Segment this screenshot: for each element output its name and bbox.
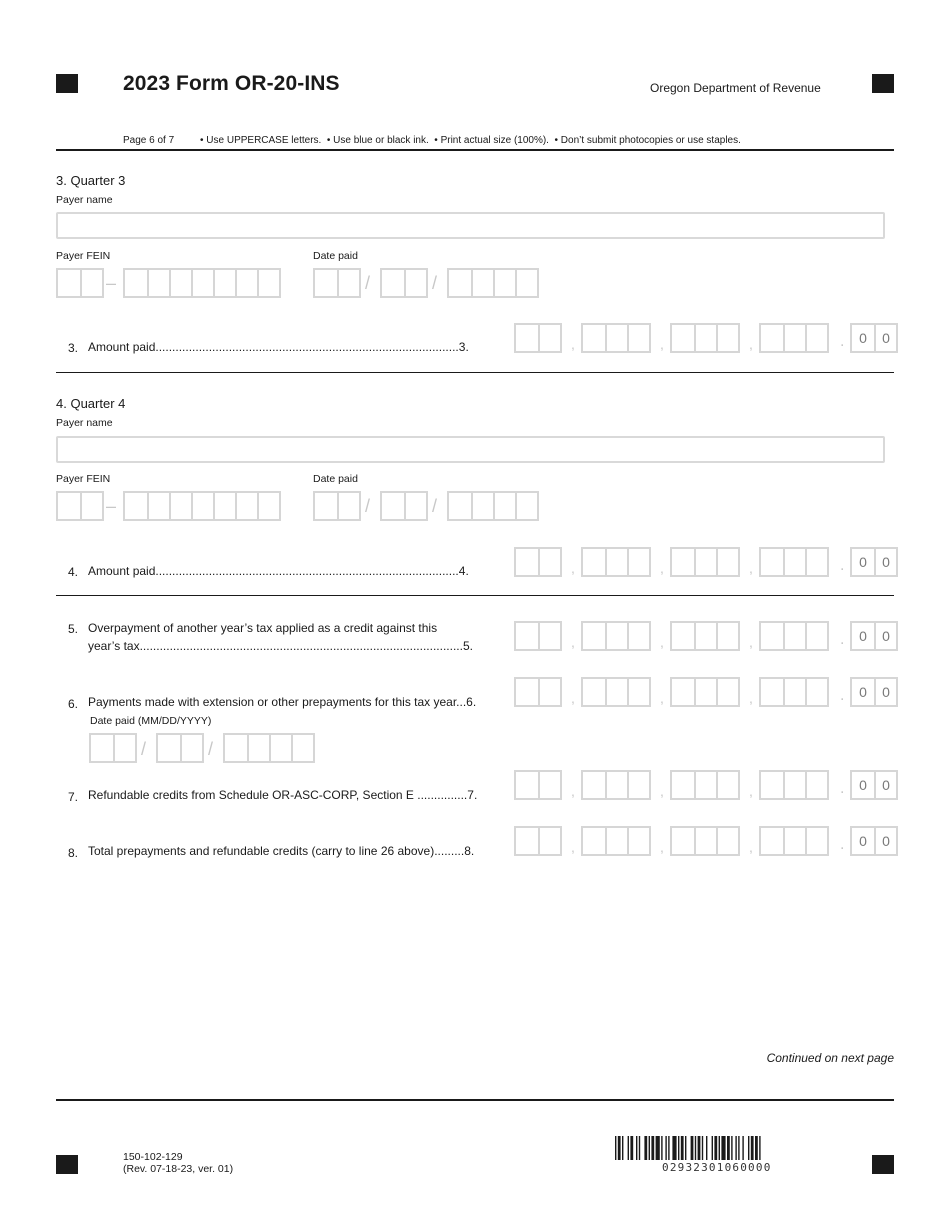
cents-digit: 0 <box>859 777 867 793</box>
amount-digit-group[interactable] <box>759 677 829 707</box>
thousands-separator: , <box>660 839 664 855</box>
amount-digit-group[interactable] <box>670 323 740 353</box>
line6-date-slash-1: / <box>141 739 147 759</box>
amount-digit-group[interactable] <box>581 826 651 856</box>
barcode-bar <box>712 1136 713 1160</box>
decimal-point: . <box>840 687 845 704</box>
cents-digit: 0 <box>859 833 867 849</box>
amount-digit-group[interactable] <box>670 621 740 651</box>
thousands-separator: , <box>749 839 753 855</box>
line7-number: 7. <box>68 790 79 804</box>
barcode-bar <box>721 1136 725 1160</box>
form-title: 2023 Form OR-20-INS <box>123 72 340 95</box>
thousands-separator: , <box>749 783 753 799</box>
amount-digit-group[interactable] <box>581 677 651 707</box>
quarter4-fein-suffix[interactable] <box>123 491 281 521</box>
quarter3-fein-dash: – <box>106 273 117 293</box>
barcode-bar <box>727 1136 730 1160</box>
amount-digit-group[interactable] <box>670 677 740 707</box>
quarter4-date-month[interactable] <box>313 491 361 521</box>
quarter3-date-year[interactable] <box>447 268 539 298</box>
amount-digit-group[interactable] <box>759 547 829 577</box>
line5-number: 5. <box>68 622 79 636</box>
barcode-bar <box>755 1136 758 1160</box>
amount-digit-group[interactable] <box>514 323 562 353</box>
barcode-bar <box>731 1136 732 1160</box>
cents-digit: 0 <box>874 772 896 798</box>
line8-number: 8. <box>68 846 79 860</box>
line8-text: Total prepayments and refundable credits (carry to line 26 above).........8. <box>88 844 475 858</box>
quarter4-date-day[interactable] <box>380 491 428 521</box>
cents-field[interactable] <box>850 323 898 353</box>
registration-mark-bottom-right <box>872 1155 894 1174</box>
barcode-bar <box>742 1136 743 1160</box>
header-divider <box>56 149 894 151</box>
instructions: • Use UPPERCASE letters. • Use blue or black ink. • Print actual size (100%). • Don’t submit photocopies or use staples. <box>200 135 741 146</box>
quarter4-payer-name-label: Payer name <box>56 417 113 429</box>
thousands-separator: , <box>571 839 575 855</box>
line6-date-day[interactable] <box>156 733 204 763</box>
barcode-bar <box>636 1136 637 1160</box>
quarter3-fein-prefix[interactable] <box>56 268 104 298</box>
amount-digit-group[interactable] <box>514 826 562 856</box>
cents-field[interactable] <box>850 547 898 577</box>
thousands-separator: , <box>660 336 664 352</box>
quarter3-date-paid-label: Date paid <box>313 250 358 262</box>
amount-digit-group[interactable] <box>581 547 651 577</box>
line6-date-month[interactable] <box>89 733 137 763</box>
line6-number: 6. <box>68 697 79 711</box>
quarter3-divider <box>56 372 894 373</box>
amount-digit-group[interactable] <box>670 770 740 800</box>
quarter3-date-slash-2: / <box>432 273 438 293</box>
barcode-bar <box>618 1136 621 1160</box>
continued-note: Continued on next page <box>766 1051 894 1065</box>
thousands-separator: , <box>660 634 664 650</box>
decimal-point: . <box>840 836 845 853</box>
cents-digit: 0 <box>859 684 867 700</box>
line7-text: Refundable credits from Schedule OR-ASC-CORP, Section E ...............7. <box>88 788 478 802</box>
amount-digit-group[interactable] <box>759 770 829 800</box>
barcode-bar <box>698 1136 701 1160</box>
barcode-bar <box>695 1136 696 1160</box>
quarter4-date-year[interactable] <box>447 491 539 521</box>
thousands-separator: , <box>749 560 753 576</box>
thousands-separator: , <box>571 690 575 706</box>
barcode-bar <box>685 1136 686 1160</box>
barcode-bar <box>665 1136 666 1160</box>
quarter4-fein-prefix[interactable] <box>56 491 104 521</box>
amount-digit-group[interactable] <box>581 621 651 651</box>
cents-digit: 0 <box>874 325 896 351</box>
thousands-separator: , <box>571 560 575 576</box>
quarter3-line-number: 3. <box>68 341 79 355</box>
cents-field[interactable] <box>850 677 898 707</box>
amount-digit-group[interactable] <box>670 547 740 577</box>
barcode-bar <box>628 1136 629 1160</box>
quarter4-date-slash-1: / <box>365 496 371 516</box>
quarter3-payer-name-label: Payer name <box>56 194 113 206</box>
barcode-bar <box>759 1136 760 1160</box>
amount-digit-group[interactable] <box>514 677 562 707</box>
decimal-point: . <box>840 780 845 797</box>
quarter3-date-month[interactable] <box>313 268 361 298</box>
barcode-bar <box>702 1136 703 1160</box>
department-name: Oregon Department of Revenue <box>650 81 821 95</box>
barcode-bar <box>738 1136 739 1160</box>
quarter4-line-text: Amount paid...........................................................................................4. <box>88 564 469 578</box>
barcode-bar <box>644 1136 647 1160</box>
barcode-bar <box>630 1136 633 1160</box>
quarter4-payer-fein-label: Payer FEIN <box>56 473 111 485</box>
cents-field[interactable] <box>850 826 898 856</box>
quarter4-divider <box>56 595 894 596</box>
amount-digit-group[interactable] <box>581 323 651 353</box>
amount-digit-group[interactable] <box>581 770 651 800</box>
line5-text-2: year’s tax.................................................................................................5. <box>88 639 473 653</box>
decimal-point: . <box>840 557 845 574</box>
decimal-point: . <box>840 631 845 648</box>
registration-mark-top-right <box>872 74 894 93</box>
barcode-number: 02932301060000 <box>662 1161 772 1174</box>
line6-date-year[interactable] <box>223 733 315 763</box>
cents-field[interactable] <box>850 770 898 800</box>
quarter4-payer-name-input[interactable] <box>56 436 885 463</box>
line6-date-slash-2: / <box>208 739 214 759</box>
thousands-separator: , <box>749 336 753 352</box>
thousands-separator: , <box>749 634 753 650</box>
barcode-bar <box>748 1136 749 1160</box>
page-number: Page 6 of 7 <box>123 135 175 146</box>
quarter3-fein-suffix[interactable] <box>123 268 281 298</box>
thousands-separator: , <box>660 560 664 576</box>
form-number: 150-102-129 <box>123 1151 183 1163</box>
cents-digit: 0 <box>859 554 867 570</box>
barcode-bar <box>672 1136 676 1160</box>
barcode-bar <box>656 1136 660 1160</box>
barcode-bar <box>615 1136 616 1160</box>
barcode-bar <box>735 1136 736 1160</box>
quarter3-payer-fein-label: Payer FEIN <box>56 250 111 262</box>
quarter3-heading: 3. Quarter 3 <box>56 173 126 188</box>
amount-digit-group[interactable] <box>514 547 562 577</box>
barcode-bar <box>649 1136 650 1160</box>
barcode-bar <box>719 1136 720 1160</box>
thousands-separator: , <box>660 783 664 799</box>
quarter4-fein-dash: – <box>106 496 117 516</box>
cents-digit: 0 <box>874 623 896 649</box>
cents-digit: 0 <box>859 330 867 346</box>
quarter3-payer-name-input[interactable] <box>56 212 885 239</box>
amount-digit-group[interactable] <box>514 770 562 800</box>
amount-digit-group[interactable] <box>759 621 829 651</box>
cents-field[interactable] <box>850 621 898 651</box>
footer-divider <box>56 1099 894 1101</box>
barcode-bar <box>661 1136 662 1160</box>
decimal-point: . <box>840 333 845 350</box>
thousands-separator: , <box>749 690 753 706</box>
cents-digit: 0 <box>874 828 896 854</box>
amount-digit-group[interactable] <box>670 826 740 856</box>
cents-digit: 0 <box>859 628 867 644</box>
thousands-separator: , <box>571 336 575 352</box>
barcode-bar <box>639 1136 640 1160</box>
thousands-separator: , <box>660 690 664 706</box>
registration-mark-bottom-left <box>56 1155 78 1174</box>
barcode-bar <box>678 1136 679 1160</box>
quarter4-line-number: 4. <box>68 565 79 579</box>
line6-date-paid-label: Date paid (MM/DD/YYYY) <box>90 715 212 727</box>
barcode-bar <box>622 1136 623 1160</box>
cents-digit: 0 <box>874 549 896 575</box>
registration-mark-top-left <box>56 74 78 93</box>
amount-digit-group[interactable] <box>514 621 562 651</box>
thousands-separator: , <box>571 783 575 799</box>
barcode-bar <box>714 1136 717 1160</box>
thousands-separator: , <box>571 634 575 650</box>
quarter4-date-paid-label: Date paid <box>313 473 358 485</box>
barcode-bar <box>706 1136 707 1160</box>
form-revision: (Rev. 07-18-23, ver. 01) <box>123 1163 234 1175</box>
barcode-bar <box>651 1136 654 1160</box>
amount-digit-group[interactable] <box>759 323 829 353</box>
barcode-bar <box>668 1136 669 1160</box>
quarter4-date-slash-2: / <box>432 496 438 516</box>
quarter3-date-slash-1: / <box>365 273 371 293</box>
amount-digit-group[interactable] <box>759 826 829 856</box>
quarter4-heading: 4. Quarter 4 <box>56 396 126 411</box>
line5-text-1: Overpayment of another year’s tax applied as a credit against this <box>88 621 438 635</box>
barcode-bar <box>681 1136 684 1160</box>
barcode <box>615 1136 827 1160</box>
quarter3-date-day[interactable] <box>380 268 428 298</box>
barcode-bar <box>691 1136 694 1160</box>
line6-text: Payments made with extension or other prepayments for this tax year...6. <box>88 695 477 709</box>
barcode-bar <box>751 1136 754 1160</box>
quarter3-line-text: Amount paid...........................................................................................3. <box>88 340 469 354</box>
cents-digit: 0 <box>874 679 896 705</box>
